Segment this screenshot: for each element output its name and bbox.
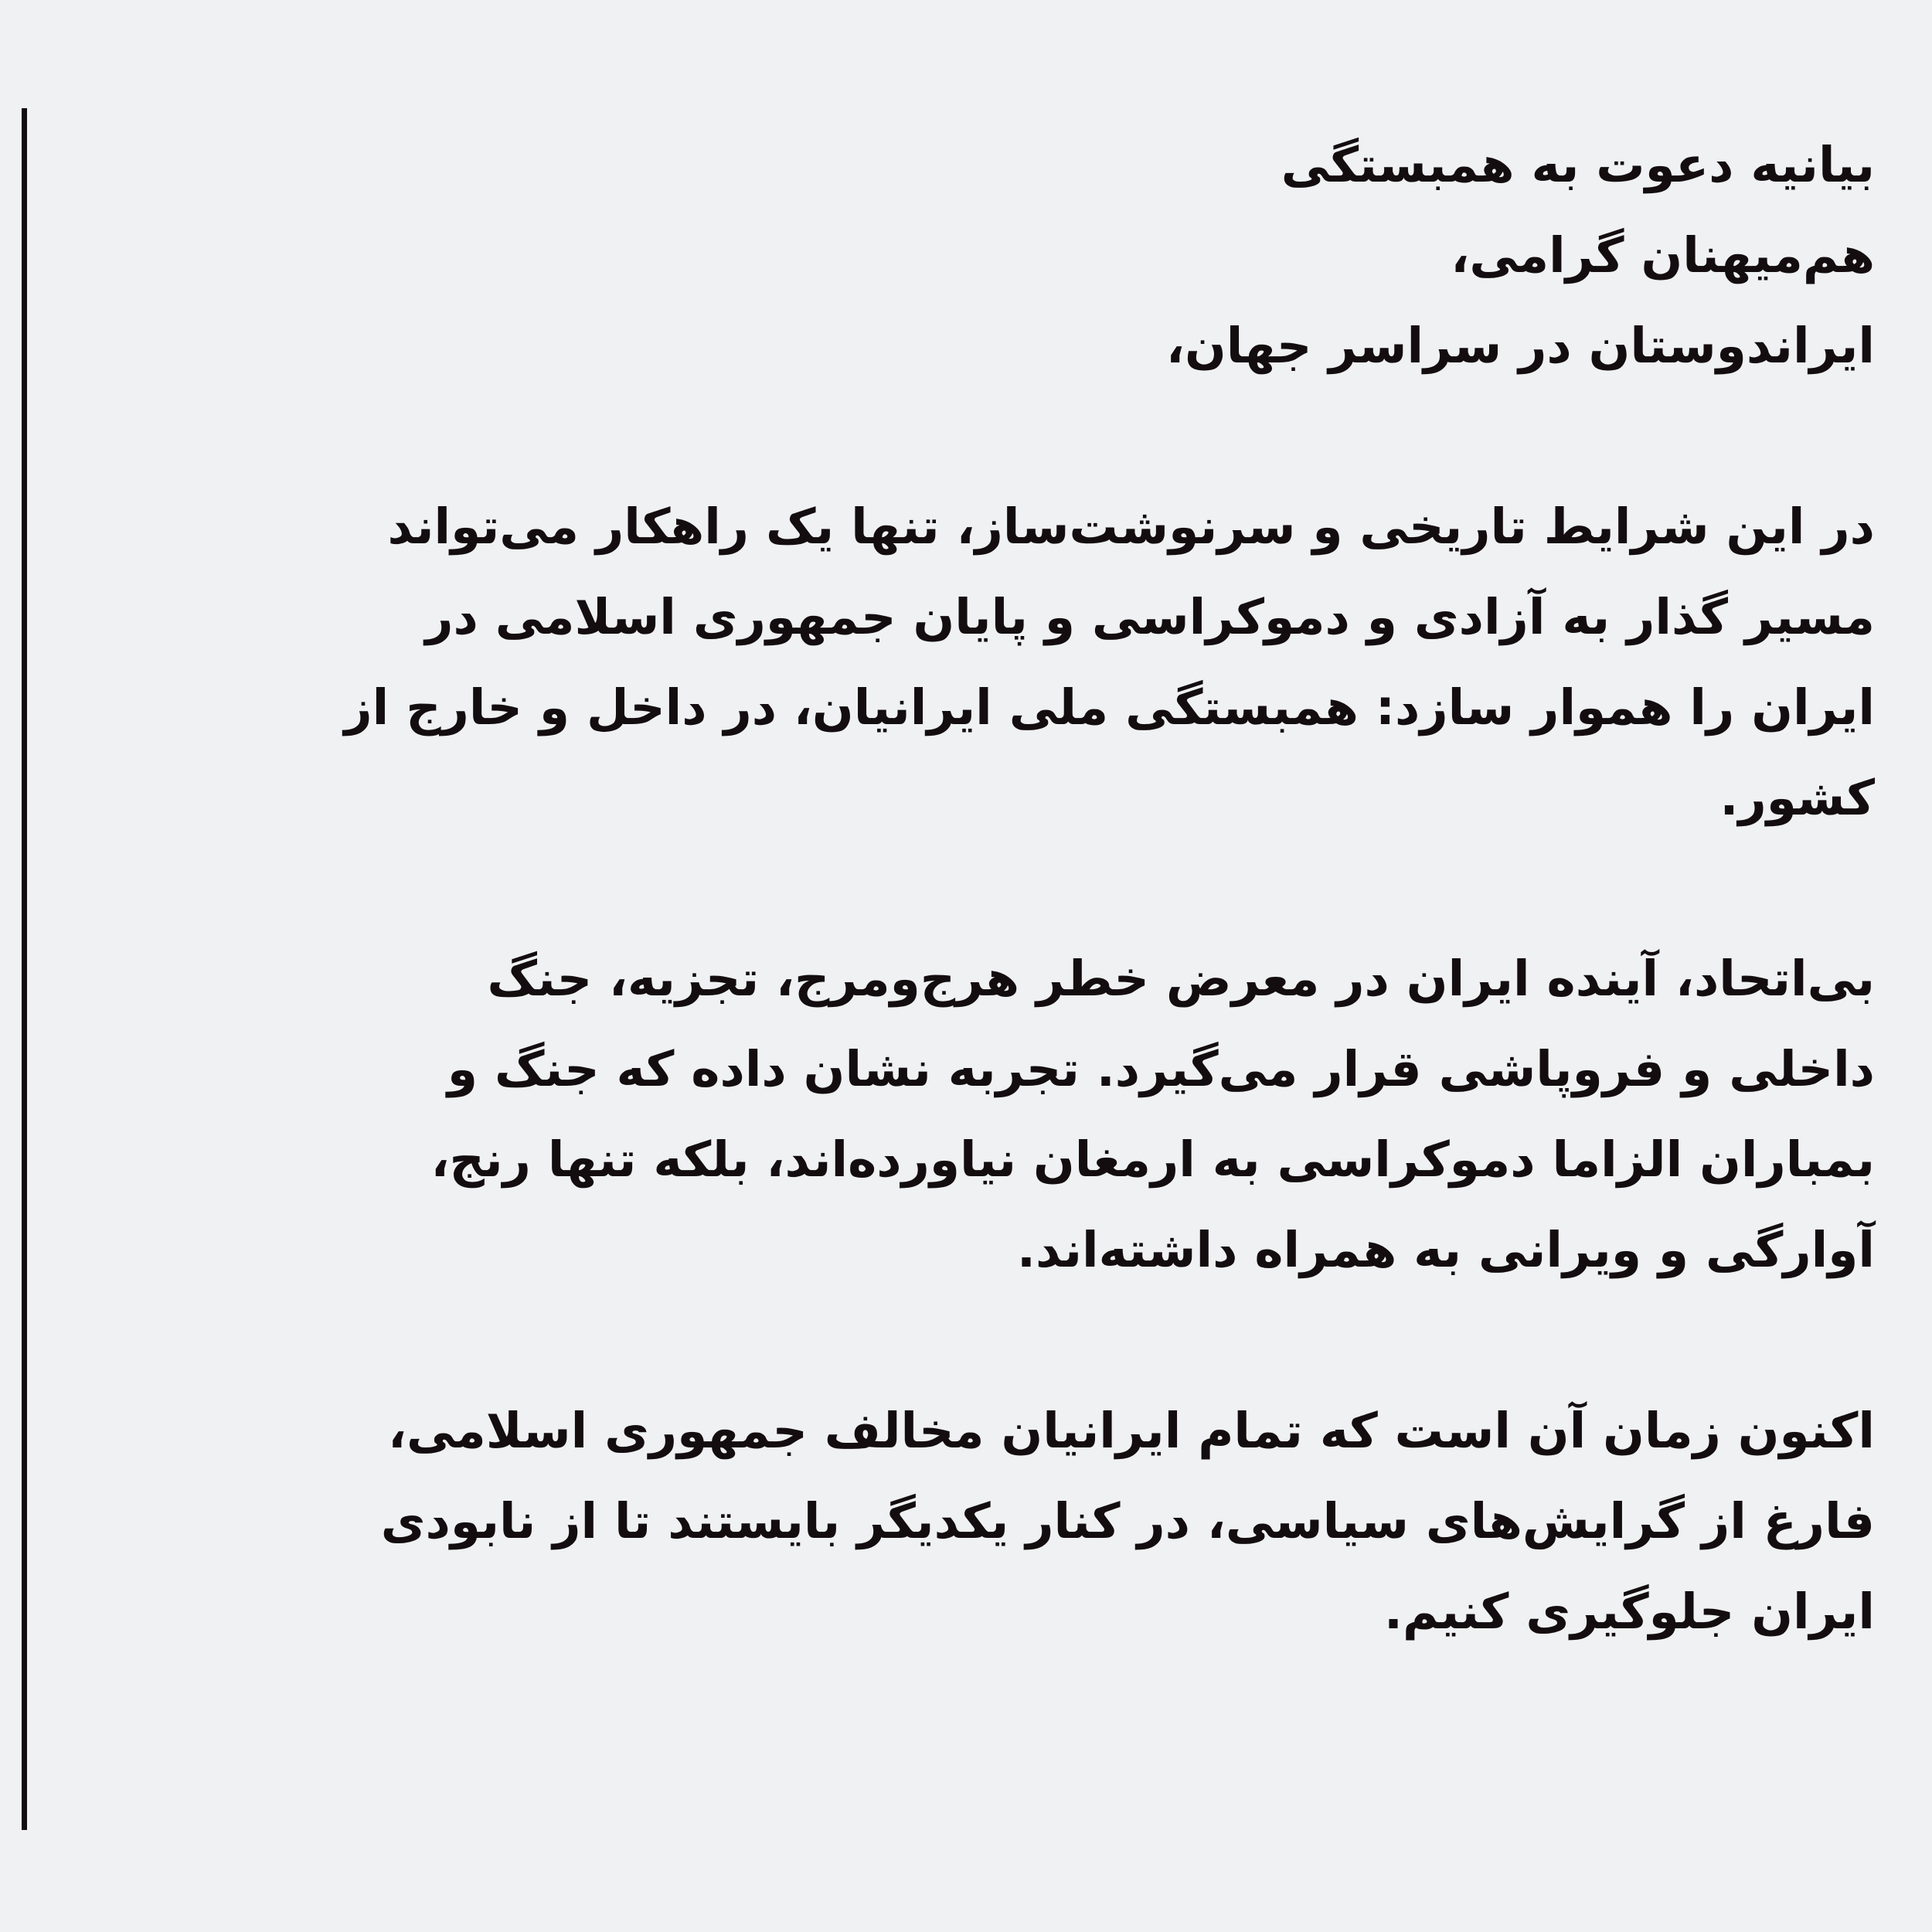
paragraph-2-line: آوارگی و ویرانی به همراه داشته‌اند.	[1017, 1222, 1875, 1278]
paragraph-gap	[51, 391, 1875, 481]
paragraph-1	[51, 481, 1875, 843]
paragraph-2-line: بی‌اتحاد، آینده ایران در معرض خطر هرج‌ومرج، تجزیه، جنگ	[487, 951, 1875, 1007]
paragraph-3-line: اکنون زمان آن است که تمام ایرانیان مخالف جمهوری اسلامی،	[388, 1403, 1875, 1459]
salutation-line-1: هم‌میهنان گرامی،	[1451, 227, 1875, 284]
paragraph-gap	[51, 843, 1875, 934]
paragraph-1-line: مسیر گذار به آزادی و دموکراسی و پایان جمهوری اسلامی در	[425, 589, 1875, 645]
paragraph-3-line: فارغ از گرایش‌های سیاسی، در کنار یکدیگر بایستند تا از نابودی	[380, 1493, 1875, 1549]
statement-text	[51, 120, 1875, 1657]
salutation	[51, 210, 1875, 391]
paragraph-2-line: داخلی و فروپاشی قرار می‌گیرد. تجربه نشان داده که جنگ و	[447, 1041, 1875, 1097]
salutation-line-2: ایراندوستان در سراسر جهان،	[1166, 318, 1875, 374]
statement-title	[51, 120, 1875, 210]
paragraph-1-line: ایران را هموار سازد: همبستگی ملی ایرانیان، در داخل و خارج از	[344, 679, 1875, 736]
paragraph-gap	[51, 1295, 1875, 1386]
paragraph-3	[51, 1386, 1875, 1657]
paragraph-3-line: ایران جلوگیری کنیم.	[1384, 1583, 1875, 1640]
paragraph-1-line: کشور.	[1719, 770, 1875, 826]
paragraph-2	[51, 934, 1875, 1295]
title-line: بیانیه دعوت به همبستگی	[1281, 137, 1875, 193]
paragraph-2-line: بمباران الزاما دموکراسی به ارمغان نیاورده‌اند، بلکه تنها رنج،	[430, 1131, 1875, 1188]
paragraph-1-line: در این شرایط تاریخی و سرنوشت‌ساز، تنها یک راهکار می‌تواند	[387, 498, 1875, 555]
left-vertical-rule	[22, 108, 27, 1830]
